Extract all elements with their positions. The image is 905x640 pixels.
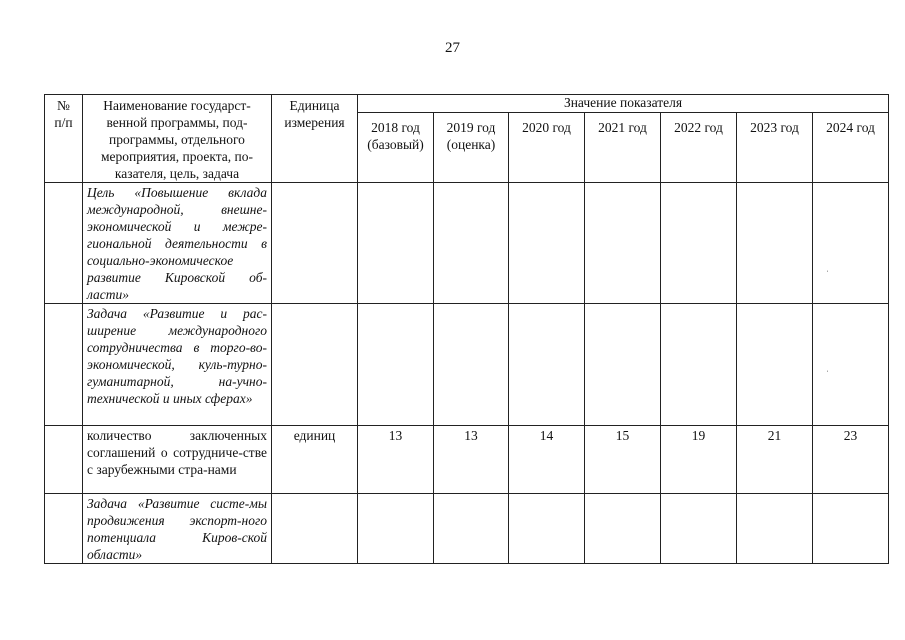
row-num-cell bbox=[45, 426, 83, 494]
value-cell bbox=[509, 183, 585, 304]
header-year-2020 bbox=[509, 112, 585, 182]
scan-mark: ˌ bbox=[826, 262, 829, 272]
value-cell bbox=[509, 494, 585, 564]
value-cell-2022: 19 bbox=[661, 426, 737, 494]
value-cell bbox=[661, 183, 737, 304]
goal-name-cell: Цель «Повышение вклада международной, внешне-экономической и межре-гиональной деятельности в социально-экономическое развитие Кировской об-ласти» bbox=[83, 183, 272, 304]
value-cell-2020: 14 bbox=[509, 426, 585, 494]
value-cell bbox=[737, 183, 813, 304]
value-cell-2018: 13 bbox=[358, 426, 434, 494]
value-cell bbox=[737, 494, 813, 564]
row-num-cell bbox=[45, 494, 83, 564]
scan-mark: ˌ bbox=[826, 362, 829, 372]
page-number: 27 bbox=[445, 40, 460, 56]
unit-cell bbox=[272, 183, 358, 304]
value-cell bbox=[509, 304, 585, 426]
unit-cell bbox=[272, 304, 358, 426]
value-cell bbox=[813, 183, 889, 304]
value-cell bbox=[358, 183, 434, 304]
header-row-1 bbox=[45, 95, 889, 113]
header-unit: Единица измерения bbox=[272, 95, 358, 183]
year-note: (оценка) bbox=[446, 136, 496, 152]
header-year-2023 bbox=[737, 112, 813, 182]
header-year-2021 bbox=[585, 112, 661, 182]
value-cell bbox=[813, 304, 889, 426]
value-cell bbox=[661, 494, 737, 564]
header-year-2018 bbox=[358, 112, 434, 182]
unit-cell: единиц bbox=[272, 426, 358, 494]
value-cell-2024: 23 bbox=[813, 426, 889, 494]
value-cell bbox=[737, 304, 813, 426]
value-cell bbox=[661, 304, 737, 426]
year-note: (базовый) bbox=[367, 136, 424, 152]
task-name-cell: Задача «Развитие систе-мы продвижения экспорт-ного потенциала Киров-ской области» bbox=[83, 494, 272, 564]
year-label: 2021 год bbox=[598, 119, 647, 135]
value-cell bbox=[434, 183, 509, 304]
header-name: Наименование государст-венной программы, под-программы, отдельного мероприятия, проекта, по-казателя, цель, задача bbox=[83, 95, 272, 183]
value-cell bbox=[585, 183, 661, 304]
year-label: 2020 год bbox=[522, 119, 571, 135]
year-label: 2019 год bbox=[446, 119, 496, 135]
year-label: 2023 год bbox=[750, 119, 799, 135]
unit-cell bbox=[272, 494, 358, 564]
task-name-cell: Задача «Развитие и рас-ширение международного сотрудничества в торго-во-экономической, куль-турно-гуманитарной, на-учно-технической и иных сферах» bbox=[83, 304, 272, 426]
year-label: 2022 год bbox=[674, 119, 723, 135]
value-cell bbox=[813, 494, 889, 564]
header-year-2022 bbox=[661, 112, 737, 182]
header-year-2019 bbox=[434, 112, 509, 182]
year-label: 2018 год bbox=[371, 119, 420, 135]
table-row-task bbox=[45, 494, 889, 564]
value-cell bbox=[434, 304, 509, 426]
row-num-cell bbox=[45, 183, 83, 304]
value-cell-2019: 13 bbox=[434, 426, 509, 494]
value-cell bbox=[585, 494, 661, 564]
header-num: № п/п bbox=[45, 95, 83, 183]
table-row-task bbox=[45, 304, 889, 426]
table-row-goal bbox=[45, 183, 889, 304]
value-cell bbox=[434, 494, 509, 564]
year-label: 2024 год bbox=[826, 119, 875, 135]
header-value-group: Значение показателя bbox=[358, 95, 889, 113]
row-num-cell bbox=[45, 304, 83, 426]
header-year-2024 bbox=[813, 112, 889, 182]
value-cell bbox=[358, 494, 434, 564]
value-cell-2023: 21 bbox=[737, 426, 813, 494]
table-row-indicator bbox=[45, 426, 889, 494]
indicators-table bbox=[44, 94, 889, 564]
value-cell-2021: 15 bbox=[585, 426, 661, 494]
value-cell bbox=[585, 304, 661, 426]
indicator-name-cell: количество заключенных соглашений о сотрудниче-стве с зарубежными стра-нами bbox=[83, 426, 272, 494]
value-cell bbox=[358, 304, 434, 426]
